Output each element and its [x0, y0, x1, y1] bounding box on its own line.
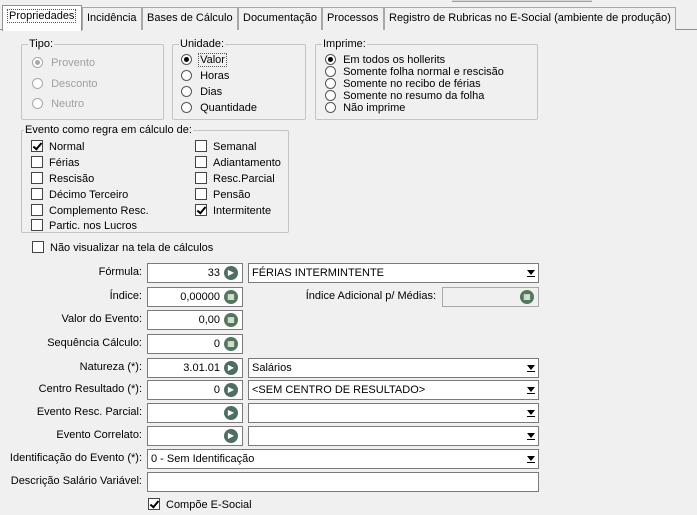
option-label: Dias — [200, 86, 223, 98]
calculator-icon[interactable]: ▦ — [520, 290, 534, 304]
lookup-icon[interactable]: ▶ — [224, 266, 238, 280]
radio-icon — [32, 57, 43, 68]
unidade-option-dias[interactable] — [181, 86, 222, 99]
tab-label: Bases de Cálculo — [147, 12, 233, 24]
option-label: Quantidade — [200, 102, 257, 114]
centro-resultado-description: <SEM CENTRO DE RESULTADO> — [252, 384, 426, 396]
check-semanal[interactable] — [195, 140, 256, 154]
check-ferias[interactable] — [31, 156, 80, 170]
option-label: Somente no recibo de férias — [343, 78, 481, 90]
valor-evento-value: 0,00 — [198, 314, 220, 326]
lookup-icon[interactable]: ▶ — [224, 361, 238, 375]
calculator-icon[interactable]: ▦ — [224, 290, 238, 304]
checkbox-icon — [31, 140, 43, 152]
natureza-description-select[interactable] — [248, 358, 539, 378]
check-label: Normal — [49, 141, 85, 153]
natureza-code-field[interactable] — [147, 358, 243, 378]
option-label: Somente no resumo da folha — [343, 90, 485, 102]
indice-adicional-field[interactable] — [442, 287, 539, 307]
centro-resultado-label: Centro Resultado (*): — [38, 383, 142, 395]
unidade-option-quantidade[interactable] — [181, 102, 257, 115]
checkbox-icon — [195, 156, 207, 168]
unidade-legend: Unidade: — [180, 38, 225, 50]
descricao-salario-label: Descrição Salário Variável: — [10, 475, 142, 487]
radio-icon — [181, 102, 192, 113]
evento-resc-parcial-code-field[interactable] — [147, 403, 243, 423]
check-label: Compõe E-Social — [166, 499, 252, 511]
tab-label: Propriedades — [9, 10, 75, 22]
tipo-option-neutro[interactable] — [32, 98, 84, 111]
valor-evento-label: Valor do Evento: — [61, 313, 142, 325]
descricao-salario-field[interactable] — [147, 472, 539, 492]
checkbox-icon — [31, 156, 43, 168]
checkbox-icon — [195, 204, 207, 216]
option-label: Em todos os hollerits — [343, 54, 446, 66]
tipo-option-provento[interactable] — [32, 57, 95, 70]
tab-propriedades[interactable] — [2, 5, 82, 31]
checkbox-icon — [195, 140, 207, 152]
formula-description: FÉRIAS INTERMINTENTE — [252, 267, 385, 279]
check-label: Resc.Parcial — [213, 173, 275, 185]
imprime-legend: Imprime: — [323, 38, 366, 50]
check-label: Não visualizar na tela de cálculos — [50, 242, 214, 254]
sequencia-label: Sequência Cálculo: — [47, 337, 142, 349]
checkbox-icon — [31, 188, 43, 200]
check-label: Adiantamento — [213, 157, 281, 169]
sequencia-value: 0 — [213, 338, 220, 350]
chevron-down-icon — [527, 387, 535, 392]
check-decimo-terceiro[interactable] — [31, 188, 128, 202]
natureza-label: Natureza (*): — [79, 361, 142, 373]
unidade-group — [172, 38, 306, 120]
chevron-down-icon — [527, 456, 535, 461]
natureza-description: Salários — [252, 362, 292, 374]
option-label: Valor — [200, 54, 225, 66]
check-partic-lucros[interactable] — [31, 219, 137, 233]
formula-code: 33 — [207, 267, 220, 279]
check-compoe-esocial[interactable] — [148, 498, 252, 512]
indice-value: 0,00000 — [180, 291, 220, 303]
option-label: Não imprime — [343, 102, 406, 114]
check-adiantamento[interactable] — [195, 156, 281, 170]
checkbox-icon — [32, 241, 44, 253]
check-label: Semanal — [213, 141, 257, 153]
unidade-option-valor[interactable] — [181, 54, 227, 67]
radio-icon — [325, 90, 336, 101]
evento-resc-parcial-select[interactable] — [248, 403, 539, 423]
lookup-icon[interactable]: ▶ — [224, 383, 238, 397]
valor-evento-field[interactable] — [147, 310, 243, 330]
evento-correlato-select[interactable] — [248, 426, 539, 446]
evento-correlato-label: Evento Correlato: — [56, 429, 142, 441]
evento-regra-legend: Evento como regra em cálculo de: — [25, 124, 192, 136]
check-label: Partic. nos Lucros — [49, 220, 138, 232]
indice-field[interactable] — [147, 287, 243, 307]
top-strip — [452, 0, 592, 2]
natureza-code: 3.01.01 — [183, 362, 220, 374]
tab-bases-calculo[interactable] — [142, 7, 238, 30]
tab-incidencia[interactable] — [82, 7, 142, 30]
check-label: Férias — [49, 157, 80, 169]
tab-documentacao[interactable] — [238, 7, 322, 30]
radio-icon — [325, 54, 336, 65]
checkbox-icon — [31, 219, 43, 231]
radio-icon — [325, 66, 336, 77]
indice-adicional-label: Índice Adicional p/ Médias: — [305, 290, 436, 302]
check-label: Pensão — [213, 189, 251, 201]
check-normal[interactable] — [31, 140, 84, 154]
chevron-down-icon — [527, 433, 535, 438]
radio-icon — [181, 70, 192, 81]
formula-label: Fórmula: — [98, 266, 142, 278]
checkbox-icon — [148, 498, 160, 510]
chevron-down-icon — [527, 365, 535, 370]
tab-registro-rubricas[interactable] — [384, 7, 676, 30]
tab-label: Documentação — [243, 12, 317, 24]
radio-icon — [325, 78, 336, 89]
imprime-option-nao-imprime[interactable] — [325, 102, 405, 115]
evento-regra-group — [21, 124, 289, 233]
tipo-group — [21, 38, 164, 120]
radio-icon — [325, 102, 336, 113]
tab-label: Registro de Rubricas no E-Social (ambiente de produção) — [389, 12, 671, 24]
check-label: Complemento Resc. — [49, 205, 149, 217]
option-label: Desconto — [51, 78, 98, 90]
centro-resultado-select[interactable] — [248, 380, 539, 400]
tab-label: Processos — [327, 12, 379, 24]
check-label: Rescisão — [49, 173, 95, 185]
checkbox-icon — [31, 172, 43, 184]
check-rescisao[interactable] — [31, 172, 94, 186]
checkbox-icon — [195, 172, 207, 184]
option-label: Provento — [51, 57, 96, 69]
identificacao-select[interactable] — [147, 449, 539, 469]
check-nao-visualizar[interactable] — [32, 241, 213, 255]
identificacao-value: 0 - Sem Identificação — [151, 453, 255, 465]
radio-icon — [32, 78, 43, 89]
indice-label: Índice: — [109, 290, 142, 302]
calculator-icon[interactable]: ▦ — [224, 313, 238, 327]
option-label: Horas — [200, 70, 230, 82]
check-resc-parcial[interactable] — [195, 172, 275, 186]
tab-label: Incidência — [87, 12, 137, 24]
sequencia-field[interactable] — [147, 334, 243, 354]
check-label: Décimo Terceiro — [49, 189, 129, 201]
centro-resultado-code-field[interactable] — [147, 380, 243, 400]
checkbox-icon — [195, 188, 207, 200]
chevron-down-icon — [527, 270, 535, 275]
checkbox-icon — [31, 204, 43, 216]
calculator-icon[interactable]: ▦ — [224, 337, 238, 351]
radio-icon — [181, 86, 192, 97]
formula-code-field[interactable] — [147, 263, 243, 283]
check-complemento-resc[interactable] — [31, 204, 149, 218]
tipo-option-desconto[interactable] — [32, 78, 98, 91]
evento-correlato-code-field[interactable] — [147, 426, 243, 446]
check-pensao[interactable] — [195, 188, 250, 202]
imprime-group — [315, 38, 538, 120]
tipo-legend: Tipo: — [29, 38, 54, 50]
radio-icon — [181, 54, 192, 65]
evento-resc-parcial-label: Evento Resc. Parcial: — [36, 406, 142, 418]
formula-description-select[interactable] — [248, 263, 539, 283]
check-intermitente[interactable] — [195, 204, 271, 218]
lookup-icon[interactable]: ▶ — [224, 406, 238, 420]
tab-processos[interactable] — [322, 7, 384, 30]
lookup-icon[interactable]: ▶ — [224, 429, 238, 443]
check-label: Intermitente — [213, 205, 272, 217]
option-label: Neutro — [51, 98, 85, 110]
radio-icon — [32, 98, 43, 109]
chevron-down-icon — [527, 410, 535, 415]
unidade-option-horas[interactable] — [181, 70, 229, 83]
centro-resultado-code: 0 — [213, 384, 220, 396]
identificacao-label: Identificação do Evento (*): — [9, 452, 142, 464]
tab-bar — [0, 7, 697, 30]
option-label: Somente folha normal e rescisão — [343, 66, 504, 78]
